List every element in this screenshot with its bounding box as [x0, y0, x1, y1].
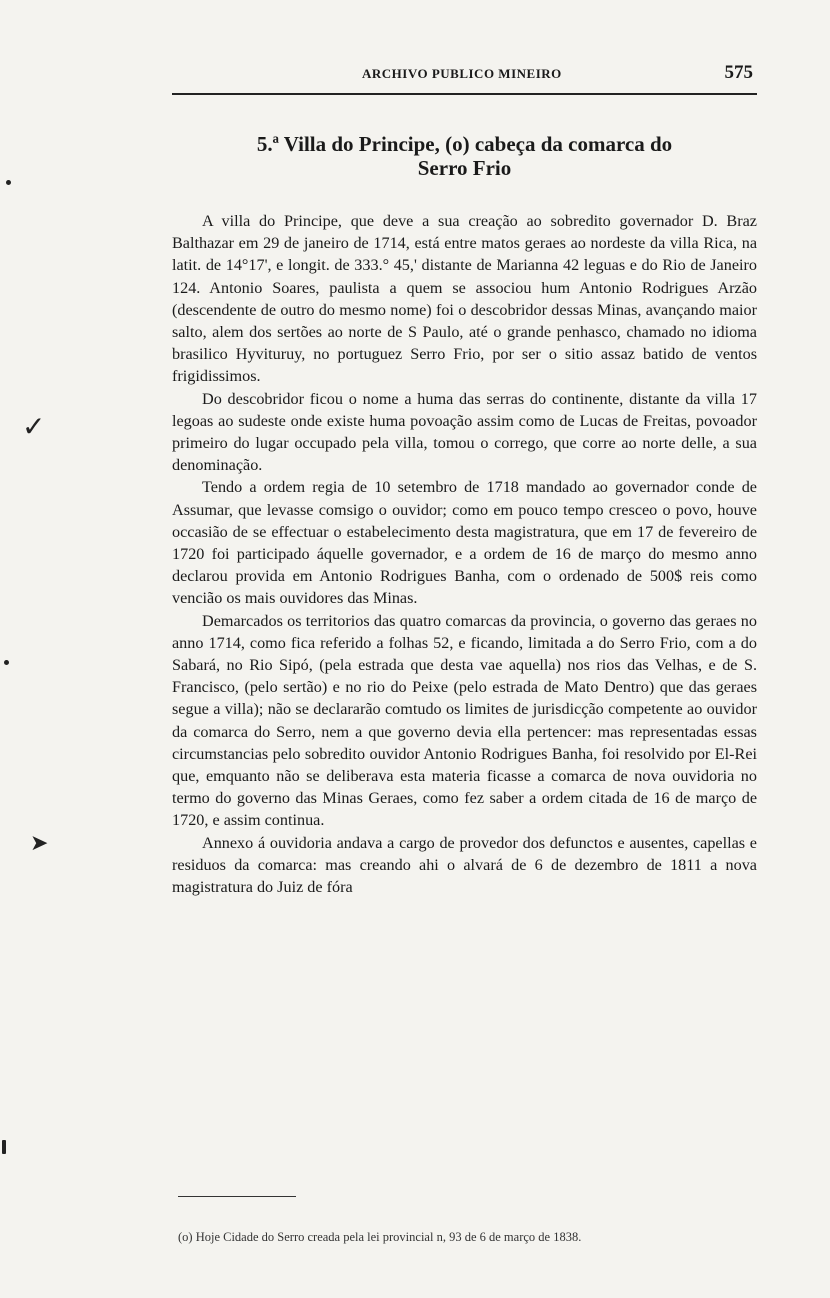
running-title: ARCHIVO PUBLICO MINEIRO	[362, 66, 562, 81]
paragraph-3: Tendo a ordem regia de 10 setembro de 1718 mandado ao governador conde de Assumar, que levasse comsigo o ouvidor; como em pouco tempo cresceo o povo, houve occasião de se effectuar o estabelecimento desta magistratura, que em 17 de fevereiro de 1720 foi participado áquelle governador, e a ordem de 16 de março do mesmo anno declarou provida em Antonio Rodrigues Banha, com o ordenado de 500$ reis como vencião os mais ouvidores das Minas.	[172, 478, 757, 608]
paragraph-5: Annexo á ouvidoria andava a cargo de provedor dos defunctos e ausentes, capellas e residuos da comarca: mas creando ahi o alvará de 6 de dezembro de 1811 a nova magistratura do Juiz de fóra	[172, 833, 757, 897]
header-rule	[172, 93, 757, 95]
paragraph-4: Demarcados os territorios das quatro comarcas da provincia, o governo das geraes no anno 1714, como fica referido a folhas 52, e ficando, limitada a do Serro Frio, com a do Sabará, no Rio Sipó, (pela estrada que desta vae aquella) nos rios das Velhas, e de S. Francisco, (pelo sertão) e no rio do Peixe (pelo estrada de Mato Dentro) que das geraes segue a villa); não se declararão comtudo os limites de jurisdicção competente ao ouvidor da comarca do Serro, nem a que governo devia ella pertencer: mas representadas essas circumstancias pelo sobredito ouvidor Antonio Rodrigues Banha, foi resolvido por El-Rei que, emquanto não se deliberava esta materia ficasse a comarca de nova ouvidoria no termo do governo das Minas Geraes, como fez saber a ordem citada de 16 de março de 1720, e assim continua.	[172, 611, 757, 830]
section-title	[172, 132, 757, 180]
margin-arrow-mark: ➤	[30, 830, 49, 855]
paragraph-2: Do descobridor ficou o nome a huma das serras do continente, distante da villa 17 legoas ao sudeste onde existe huma povoação assim como de Lucas de Freitas, povoador primeiro do lugar occupado pela villa, tomou o corrego, que corre ao norte delle, a sua denominação.	[172, 389, 757, 475]
footnote-rule	[178, 1196, 296, 1197]
paragraph-1: A villa do Principe, que deve a sua creação ao sobredito governador D. Braz Balthazar em 29 de janeiro de 1714, está entre matos geraes ao nordeste da villa Rica, na latit. de 14°17', e longit. de 333.° 45,' distante de Marianna 42 leguas e do Rio de Janeiro 124. Antonio Soares, paulista a quem se associou hum Antonio Rodrigues Arzão (descendente de outro do mesmo nome) foi o descobridor dessas Minas, avançando maior salto, alem dos sertões ao norte de S Paulo, até o grande penhasco, chamado no idioma brasilico Hyvituruy, no portuguez Serro Frio, por ser o sitio assaz batido de ventos frigidissimos.	[172, 212, 757, 386]
page-number: 575	[724, 62, 753, 83]
margin-speck	[6, 180, 11, 185]
margin-check-mark: ✓	[22, 412, 46, 443]
margin-speck	[4, 660, 9, 665]
margin-speck	[2, 1140, 6, 1154]
section-title-line-2: Serro Frio	[417, 156, 512, 180]
running-head	[172, 62, 757, 88]
body-text	[172, 210, 757, 898]
section-title-line-1: 5.ª Villa do Principe, (o) cabeça da comarca do	[256, 132, 673, 156]
footnote: (o) Hoje Cidade do Serro creada pela lei provincial n, 93 de 6 de março de 1838.	[178, 1230, 582, 1244]
